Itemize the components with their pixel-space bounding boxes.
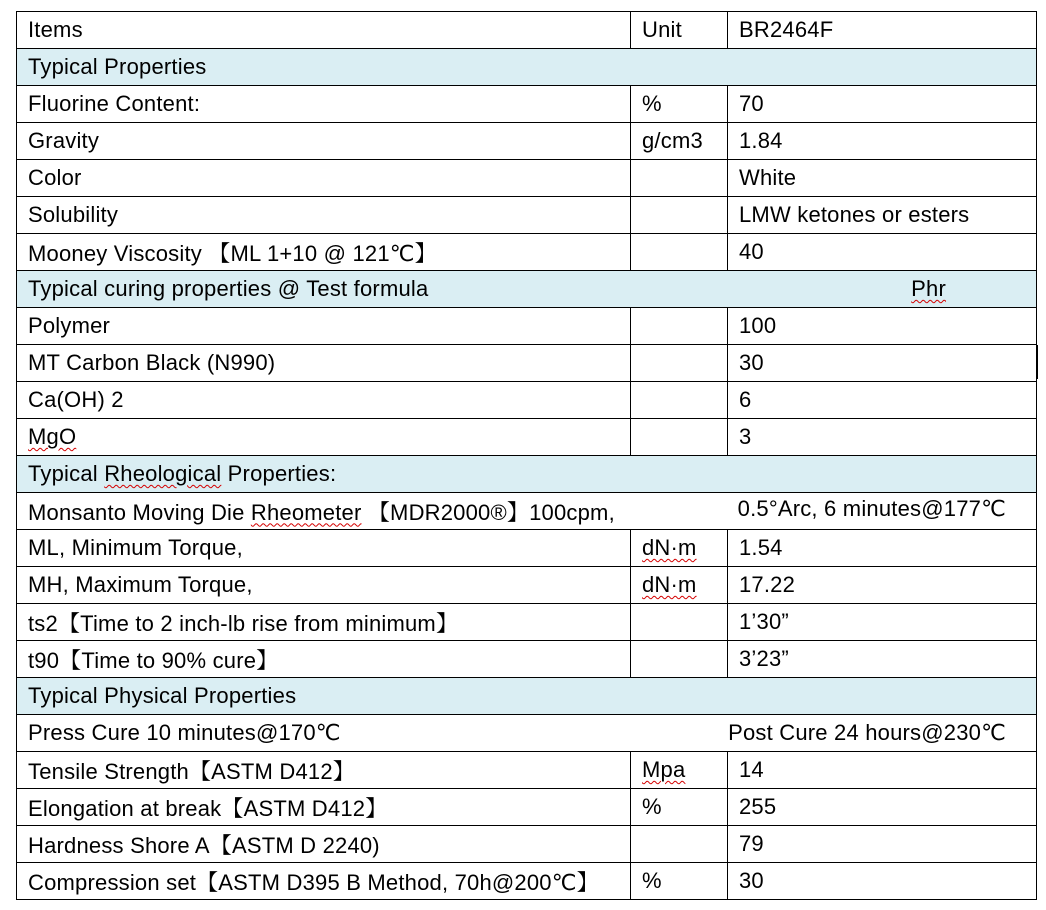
- unit-cell: [631, 641, 728, 678]
- table-row: [17, 604, 1037, 641]
- curing-unit: Phr: [911, 276, 946, 301]
- table-row: [17, 197, 1037, 234]
- unit-cell: [631, 604, 728, 641]
- table-row: [17, 123, 1037, 160]
- unit-cell: [631, 160, 728, 197]
- item-cell: Elongation at break【ASTM D412】: [17, 789, 631, 826]
- cure-conditions: [28, 720, 1036, 746]
- header-grade: BR2464F: [728, 12, 1037, 49]
- unit-cell: %: [631, 86, 728, 123]
- press-cure: Press Cure 10 minutes@170℃: [28, 720, 341, 745]
- value-cell: 17.22: [728, 567, 1037, 604]
- value-cell: 255: [728, 789, 1037, 826]
- table-row: [17, 234, 1037, 271]
- value-cell: 40: [728, 234, 1037, 271]
- section-title: [17, 271, 1037, 308]
- unit-cell: %: [631, 863, 728, 900]
- item-cell: ML, Minimum Torque,: [17, 530, 631, 567]
- table-row: [17, 345, 1037, 382]
- table-row: [17, 863, 1037, 900]
- unit-cell: %: [631, 789, 728, 826]
- rheo-word: Rheological: [104, 461, 222, 486]
- section-title: Typical Properties: [17, 49, 1037, 86]
- properties-table: [16, 11, 1037, 900]
- item-cell: Color: [17, 160, 631, 197]
- section-title: [17, 456, 1037, 493]
- value-cell: 6: [728, 382, 1037, 419]
- table-row: [17, 530, 1037, 567]
- unit-cell: [631, 308, 728, 345]
- section-physical: [17, 678, 1037, 715]
- test-conditions: [28, 496, 1036, 527]
- unit-cell: [631, 752, 728, 789]
- table-row: [17, 567, 1037, 604]
- header-unit: Unit: [631, 12, 728, 49]
- cure-conditions-cell: [17, 715, 1037, 752]
- value-cell: 1.84: [728, 123, 1037, 160]
- post-cure: Post Cure 24 hours@230℃: [728, 720, 1006, 745]
- header-items: Items: [17, 12, 631, 49]
- value-cell: LMW ketones or esters: [728, 197, 1037, 234]
- item-cell: Hardness Shore A【ASTM D 2240): [17, 826, 631, 863]
- item-cell: Fluorine Content:: [17, 86, 631, 123]
- table-row: [17, 789, 1037, 826]
- unit-cell: [631, 419, 728, 456]
- item-cell: Tensile Strength【ASTM D412】: [17, 752, 631, 789]
- text-cursor-mark: [1036, 345, 1038, 379]
- item-text: MgO: [28, 424, 77, 449]
- unit-cell: [631, 197, 728, 234]
- value-cell: 3: [728, 419, 1037, 456]
- test-conditions-cell: [17, 493, 1037, 530]
- unit-cell: [631, 234, 728, 271]
- item-cell: Solubility: [17, 197, 631, 234]
- test-word: Rheometer: [250, 499, 362, 525]
- header-row: [17, 12, 1037, 49]
- unit-cell: [631, 567, 728, 604]
- unit-text: dN·m: [642, 535, 697, 560]
- unit-text: Mpa: [642, 757, 686, 782]
- value-cell: 70: [728, 86, 1037, 123]
- rheo-suffix: Properties:: [221, 461, 337, 486]
- item-cell: Mooney Viscosity 【ML 1+10 @ 121℃】: [17, 234, 631, 271]
- value-cell: White: [728, 160, 1037, 197]
- value-cell: 14: [728, 752, 1037, 789]
- curing-header: [28, 276, 1036, 302]
- table-row: [17, 160, 1037, 197]
- unit-cell: [631, 826, 728, 863]
- item-cell: MH, Maximum Torque,: [17, 567, 631, 604]
- item-cell: Gravity: [17, 123, 631, 160]
- section-rheological: [17, 456, 1037, 493]
- curing-title: Typical curing properties @ Test formula: [28, 276, 429, 301]
- table-row: [17, 715, 1037, 752]
- item-cell: t90【Time to 90% cure】: [17, 641, 631, 678]
- item-cell: Compression set【ASTM D395 B Method, 70h@200℃】: [17, 863, 631, 900]
- unit-cell: [631, 382, 728, 419]
- section-typical-properties: [17, 49, 1037, 86]
- item-cell: ts2【Time to 2 inch-lb rise from minimum】: [17, 604, 631, 641]
- table-row: [17, 641, 1037, 678]
- value-cell: 1.54: [728, 530, 1037, 567]
- table-row: [17, 382, 1037, 419]
- unit-cell: [631, 530, 728, 567]
- table-row: [17, 752, 1037, 789]
- test-middle: 【MDR2000®】100cpm,: [361, 499, 615, 525]
- value-cell: 30: [728, 863, 1037, 900]
- test-left: [28, 496, 615, 527]
- table-row: [17, 86, 1037, 123]
- item-cell: Ca(OH) 2: [17, 382, 631, 419]
- table-row: [17, 419, 1037, 456]
- section-title: Typical Physical Properties: [17, 678, 1037, 715]
- value-cell: 100: [728, 308, 1037, 345]
- item-cell: Polymer: [17, 308, 631, 345]
- table-row: [17, 308, 1037, 345]
- table-row: [17, 826, 1037, 863]
- value-cell: 3’23”: [728, 641, 1037, 678]
- table-row: [17, 493, 1037, 530]
- value-cell: 79: [728, 826, 1037, 863]
- section-curing: [17, 271, 1037, 308]
- value-cell: 1’30”: [728, 604, 1037, 641]
- unit-text: dN·m: [642, 572, 697, 597]
- unit-cell: g/cm3: [631, 123, 728, 160]
- test-prefix: Monsanto Moving Die: [28, 499, 251, 525]
- item-cell: MT Carbon Black (N990): [17, 345, 631, 382]
- item-cell: [17, 419, 631, 456]
- test-right: 0.5°Arc, 6 minutes@177℃: [737, 495, 1006, 521]
- value-cell: 30: [728, 345, 1037, 382]
- rheo-prefix: Typical: [28, 461, 105, 486]
- unit-cell: [631, 345, 728, 382]
